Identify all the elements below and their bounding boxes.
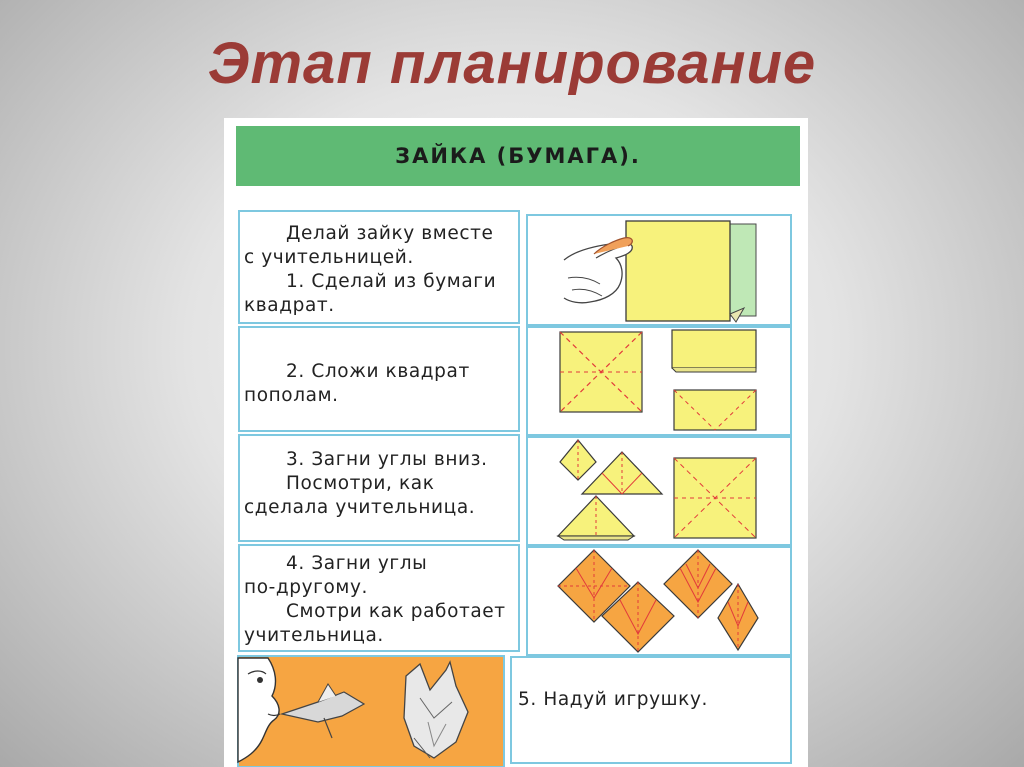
step-4-line-4: учительница. bbox=[244, 625, 384, 646]
hand-with-paper-illustration bbox=[564, 221, 756, 322]
folding-corners-down-illustration bbox=[558, 440, 756, 540]
folded-diamond-shapes-illustration bbox=[558, 550, 758, 652]
step-4-line-1: 4. Загни углы bbox=[286, 553, 428, 574]
step-4-line-3: Смотри как работает bbox=[286, 601, 506, 622]
child-inflating-toy-illustration bbox=[238, 656, 504, 767]
step-2-line-1: 2. Сложи квадрат bbox=[286, 361, 470, 382]
step-3-line-1: 3. Загни углы вниз. bbox=[286, 449, 488, 470]
textbook-page bbox=[224, 118, 808, 767]
step-1-line-1: Делай зайку вместе bbox=[286, 223, 494, 244]
square-folded-in-half-illustration bbox=[560, 330, 756, 430]
step-4-line-2: по-другому. bbox=[244, 577, 368, 598]
step-3-line-3: сделала учительница. bbox=[244, 497, 476, 518]
step-2-line-2: пополам. bbox=[244, 385, 339, 406]
step-1-line-3: 1. Сделай из бумаги bbox=[286, 271, 497, 292]
folding-illustrations bbox=[224, 118, 808, 767]
step-3-line-2: Посмотри, как bbox=[286, 473, 435, 494]
step-5-line-1: 5. Надуй игрушку. bbox=[518, 689, 708, 710]
slide-title: Этап планирование bbox=[207, 31, 817, 96]
step-1-line-4: квадрат. bbox=[244, 295, 335, 316]
lesson-title: ЗАЙКА (БУМАГА). bbox=[395, 144, 641, 168]
step-1-line-2: с учительницей. bbox=[244, 247, 414, 268]
